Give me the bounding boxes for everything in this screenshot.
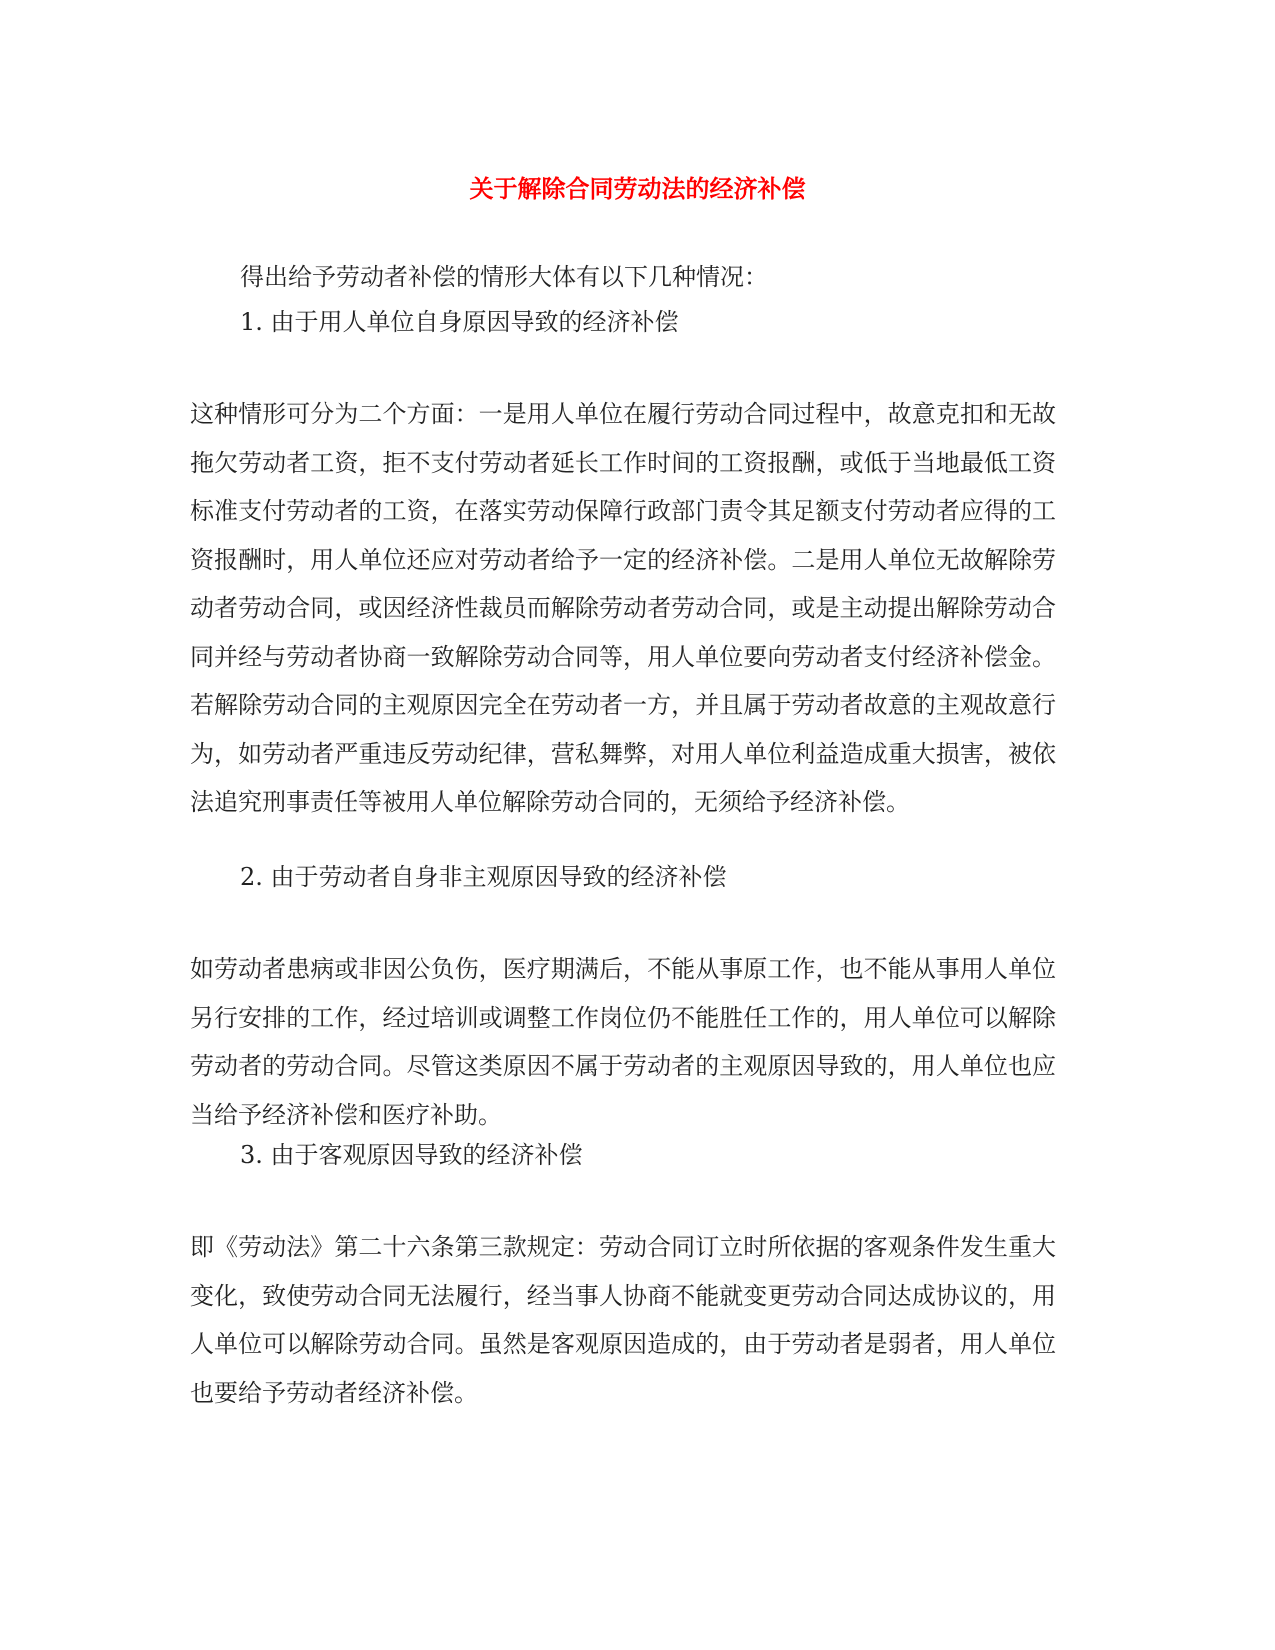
- section-3-body: 即《劳动法》第二十六条第三款规定：劳动合同订立时所依据的客观条件发生重大变化，致使劳动合同无法履行，经当事人协商不能就变更劳动合同达成协议的，用人单位可以解除劳动合同。虽然是客观原因造成的，由于劳动者是弱者，用人单位也要给予劳动者经济补偿。: [190, 1233, 1056, 1407]
- section-3-heading: 3. 由于客观原因导致的经济补偿: [240, 1141, 583, 1169]
- section-1-body: 这种情形可分为二个方面：一是用人单位在履行劳动合同过程中，故意克扣和无故拖欠劳动者工资，拒不支付劳动者延长工作时间的工资报酬，或低于当地最低工资标准支付劳动者的工资，在落实劳动保障行政部门责令其足额支付劳动者应得的工资报酬时，用人单位还应对劳动者给予一定的经济补偿。二是用人单位无故解除劳动者劳动合同，或因经济性裁员而解除劳动者劳动合同，或是主动提出解除劳动合同并经与劳动者协商一致解除劳动合同等，用人单位要向劳动者支付经济补偿金。若解除劳动合同的主观原因完全在劳动者一方，并且属于劳动者故意的主观故意行为，如劳动者严重违反劳动纪律，营私舞弊，对用人单位利益造成重大损害，被依法追究刑事责任等被用人单位解除劳动合同的，无须给予经济补偿。: [190, 400, 1056, 816]
- section-2-heading: 2. 由于劳动者自身非主观原因导致的经济补偿: [240, 863, 727, 891]
- section-2-body: 如劳动者患病或非因公负伤，医疗期满后，不能从事原工作，也不能从事用人单位另行安排的工作，经过培训或调整工作岗位仍不能胜任工作的，用人单位可以解除劳动者的劳动合同。尽管这类原因不属于劳动者的主观原因导致的，用人单位也应当给予经济补偿和医疗补助。: [190, 955, 1056, 1129]
- intro-text: 得出给予劳动者补偿的情形大体有以下几种情况：: [240, 263, 768, 291]
- document-title: 关于解除合同劳动法的经济补偿: [469, 174, 806, 203]
- section-1-heading: 1. 由于用人单位自身原因导致的经济补偿: [240, 308, 679, 336]
